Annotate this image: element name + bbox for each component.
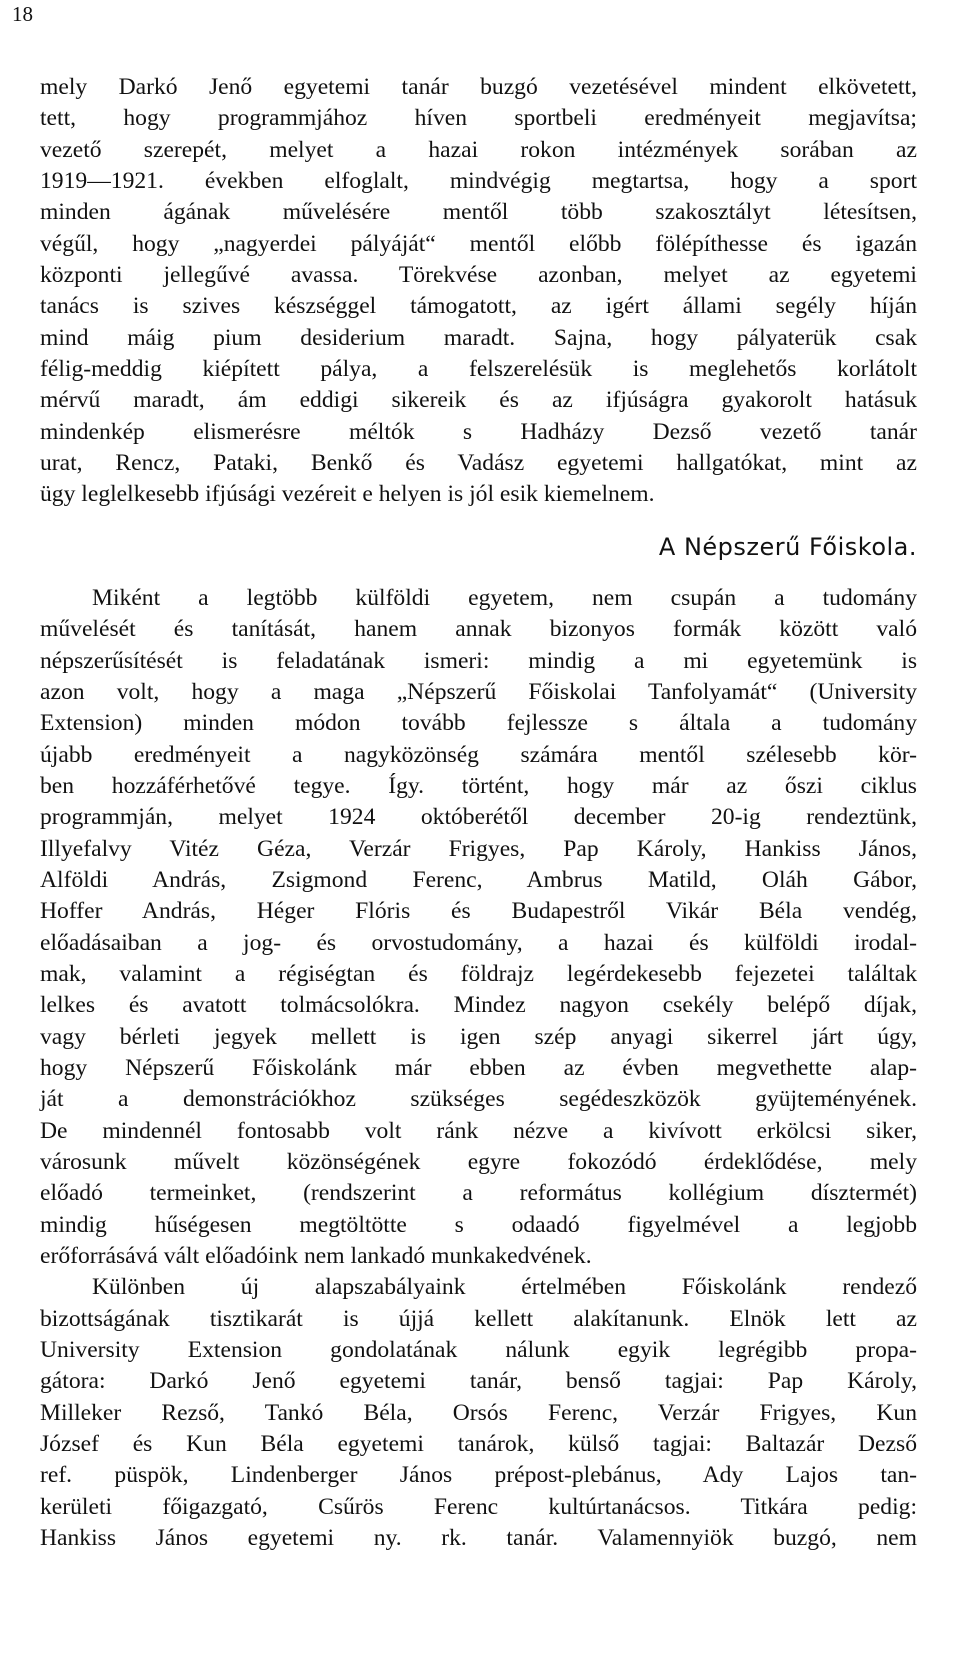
text-line: mind máig pium desiderium maradt. Sajna, hogy pályaterük csak	[40, 324, 917, 351]
text-line: University Extension gondolatának nálunk egyik legrégibb propa-	[40, 1337, 917, 1364]
text-line: programmján, melyet 1924 októberétől december 20-ig rendeztünk,	[40, 804, 917, 831]
page-number: 18	[12, 2, 33, 26]
text-line: népszerűsítését is feladatának ismeri: mindig a mi egyetemünk is	[40, 647, 917, 674]
section-heading-row	[40, 519, 917, 575]
page-body	[40, 72, 917, 1554]
text-line: újabb eredményeit a nagyközönség számára mentől szélesebb kör-	[40, 741, 917, 768]
text-line: művelését és tanítását, hanem annak bizonyos formák között való	[40, 616, 917, 643]
text-line: előadásaiban a jog- és orvostudomány, a hazai és külföldi irodal-	[40, 929, 917, 956]
text-line: félig-meddig kiépített pálya, a felszerelésük is meglehetős korlátolt	[40, 356, 917, 383]
text-line: kerületi főigazgató, Csűrös Ferenc kultúrtanácsos. Titkára pedig:	[40, 1493, 917, 1520]
paragraph-1	[40, 72, 917, 511]
text-line: hogy Népszerű Főiskolánk már ebben az évben megvethette alap-	[40, 1054, 917, 1081]
text-line: Hankiss János egyetemi ny. rk. tanár. Valamennyiök buzgó, nem	[40, 1525, 917, 1552]
text-line: Miként a legtöbb külföldi egyetem, nem csupán a tudomány	[92, 584, 917, 611]
text-line: Extension) minden módon tovább fejlessze s általa a tudomány	[40, 710, 917, 737]
text-line: vagy bérleti jegyek mellett is igen szép anyagi sikerrel járt úgy,	[40, 1023, 917, 1050]
text-line: gátora: Darkó Jenő egyetemi tanár, benső tagjai: Pap Károly,	[40, 1368, 917, 1395]
text-line: ját a demonstrációkhoz szükséges segédeszközök gyüjteményének.	[40, 1086, 917, 1113]
text-line: Különben új alapszabályaink értelmében Főiskolánk rendező	[92, 1274, 917, 1301]
text-line: tanács is szives készséggel támogatott, az igért állami segély híján	[40, 293, 917, 320]
text-line: vezető szerepét, melyet a hazai rokon intézmények sorában az	[40, 136, 917, 163]
text-line: központi jellegűvé avassa. Törekvése azonban, melyet az egyetemi	[40, 262, 917, 289]
text-line: Illyefalvy Vitéz Géza, Verzár Frigyes, Pap Károly, Hankiss János,	[40, 835, 917, 862]
text-line: Alföldi András, Zsigmond Ferenc, Ambrus Matild, Oláh Gábor,	[40, 866, 917, 893]
text-line: mindig hűségesen megtöltötte s odaadó figyelmével a legjobb	[40, 1211, 917, 1238]
text-line: tett, hogy programmjához híven sportbeli eredményeit megjavítsa;	[40, 105, 917, 132]
text-line: lelkes és avatott tolmácsolókra. Mindez nagyon csekély belépő díjak,	[40, 992, 917, 1019]
text-line: De mindennél fontosabb volt ránk nézve a kivívott erkölcsi siker,	[40, 1117, 917, 1144]
text-line: ben hozzáférhetővé tegye. Így. történt, hogy már az őszi ciklus	[40, 772, 917, 799]
text-line: 1919—1921. években elfoglalt, mindvégig megtartsa, hogy a sport	[40, 168, 917, 195]
text-line: mak, valamint a régiségtan és földrajz legérdekesebb fejezetei találtak	[40, 960, 917, 987]
text-line: Hoffer András, Héger Flóris és Budapestről Vikár Béla vendég,	[40, 898, 917, 925]
text-line: városunk művelt közönségének egyre fokozódó érdeklődése, mely	[40, 1149, 917, 1175]
text-line: urat, Rencz, Pataki, Benkő és Vadász egyetemi hallgatókat, mint az	[40, 450, 917, 477]
text-line: ügy leglelkesebb ifjúsági vezéreit e helyen is jól esik kiemelnem.	[40, 481, 655, 508]
text-line: előadó termeinket, (rendszerint a református kollégium dísztermét)	[40, 1180, 917, 1207]
text-line: József és Kun Béla egyetemi tanárok, külső tagjai: Baltazár Dezső	[40, 1431, 917, 1458]
text-line: mérvű maradt, ám eddigi sikereik és az ifjúságra gyakorolt hatásuk	[40, 387, 917, 414]
text-line: mindenkép elismerésre méltók s Hadházy Dezső vezető tanár	[40, 418, 917, 445]
paragraph-3	[40, 1272, 917, 1554]
text-line: végűl, hogy „nagyerdei pályáját“ mentől előbb fölépíthesse és igazán	[40, 230, 917, 257]
text-line: azon volt, hogy a maga „Népszerű Főiskolai Tanfolyamát“ (University	[40, 678, 917, 705]
paragraph-2	[40, 583, 917, 1273]
text-line: erőforrásává vált előadóink nem lankadó munkakedvének.	[40, 1243, 592, 1270]
section-heading: A Népszerű Főiskola.	[658, 532, 917, 561]
text-line: Milleker Rezső, Tankó Béla, Orsós Ferenc, Verzár Frigyes, Kun	[40, 1399, 917, 1426]
text-line: mely Darkó Jenő egyetemi tanár buzgó vezetésével mindent elkövetett,	[40, 74, 917, 100]
text-line: bizottságának tisztikarát is újjá kellett alakítanunk. Elnök lett az	[40, 1305, 917, 1332]
text-line: minden ágának művelésére mentől több szakosztályt létesítsen,	[40, 199, 917, 226]
text-line: ref. püspök, Lindenberger János prépost-plebánus, Ady Lajos tan-	[40, 1462, 917, 1489]
